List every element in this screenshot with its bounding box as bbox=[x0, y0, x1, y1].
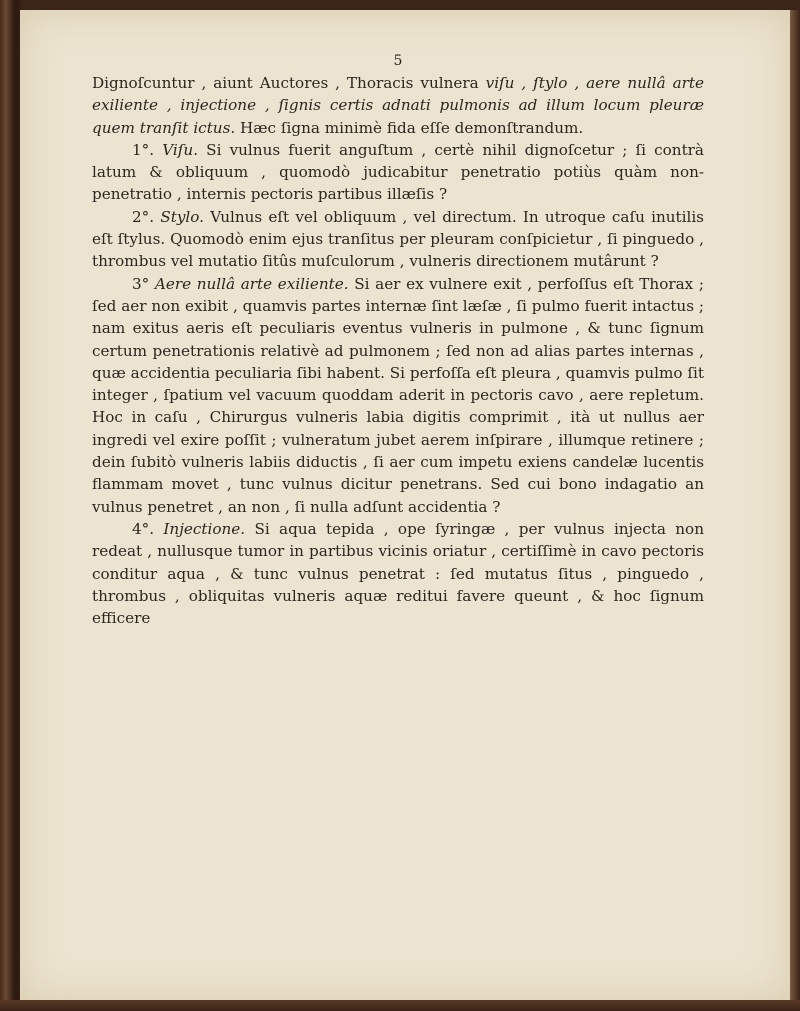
paragraph-3-aere bbox=[92, 273, 704, 518]
page-right-edge bbox=[790, 10, 800, 1000]
p1-number: 1°. bbox=[132, 140, 163, 159]
intro-text-2: viſu , ſtylo , aere nullâ arte exiliente , injectione , ſignis certis adnati pulmonis ad illum locum pleuræ quem tranſit ictus. bbox=[92, 74, 704, 137]
p2-heading: Stylo. bbox=[160, 207, 204, 226]
p1-heading: Viſu. bbox=[162, 140, 199, 159]
p4-body: Si aqua tepida , ope ſyringæ , per vulnus injecta non redeat , nullusque tumor in partibus vicinis oriatur , certiſſimè in cavo pectoris conditur aqua , & tunc vulnus penetrat : ſed mutatus ſitus , pinguedo , thrombus , obliquitas vulneris aquæ reditui favere queunt , & hoc ſignum efficere bbox=[92, 519, 704, 628]
paragraph-2-stylo bbox=[92, 206, 704, 273]
p3-body: Si aer ex vulnere exit , perfoſſus eſt Thorax ; ſed aer non exibit , quamvis partes internæ ſint læſæ , ſi pulmo fuerit intactus ; nam exitus aeris eſt peculiaris eventus vulneris in pulmone , & tunc ſignum certum penetrationis relativè ad pulmonem ; ſed non ad alias partes internas , quæ accidentia peculiaria ſibi habent. Si perfoſſa eſt pleura , quamvis pulmo ſit integer , ſpatium vel vacuum quoddam aderit in pectoris cavo , aere repletum. Hoc in caſu , Chirurgus vulneris labia digitis comprimit , ità ut nullus aer ingredi vel exire poſſit ; vulneratum jubet aerem inſpirare , illumque retinere ; dein ſubitò vulneris labiis diductis , ſi aer cum impetu exiens candelæ lucentis flammam movet , tunc vulnus dicitur penetrans. Sed cui bono indagatio an vulnus penetret , an non , ſi nulla adſunt accidentia ? bbox=[92, 274, 704, 516]
paragraph-4-injectione bbox=[92, 518, 704, 629]
intro-paragraph bbox=[92, 72, 704, 139]
p2-number: 2°. bbox=[132, 207, 161, 226]
p3-number: 3° bbox=[132, 274, 155, 293]
p4-heading: Injectione. bbox=[163, 519, 246, 538]
page-text-block bbox=[92, 52, 704, 629]
p1-body: Si vulnus fuerit anguſtum , certè nihil dignoſcetur ; ſi contrà latum & obliquum , quomodò judicabitur penetratio potiùs quàm non-penetratio , internis pectoris partibus illæſis ? bbox=[92, 140, 704, 204]
paragraph-1-visu bbox=[92, 139, 704, 206]
intro-text-3: Hæc ſigna minimè fida eſſe demonſtrandum. bbox=[235, 118, 584, 137]
p4-number: 4°. bbox=[132, 519, 164, 538]
intro-text-1: Dignoſcuntur , aiunt Auctores , Thoracis vulnera bbox=[92, 74, 486, 92]
p3-heading: Aere nullâ arte exiliente. bbox=[154, 274, 349, 293]
page-number: 5 bbox=[393, 53, 403, 69]
page-bottom-edge bbox=[0, 1000, 800, 1011]
p2-body: Vulnus eſt vel obliquum , vel directum. In utroque caſu inutilis eſt ſtylus. Quomodò enim ejus tranſitus per pleuram conſpicietur , ſi pinguedo , thrombus vel mutatio ſitûs muſculorum , vulneris directionem mutârunt ? bbox=[92, 207, 704, 271]
